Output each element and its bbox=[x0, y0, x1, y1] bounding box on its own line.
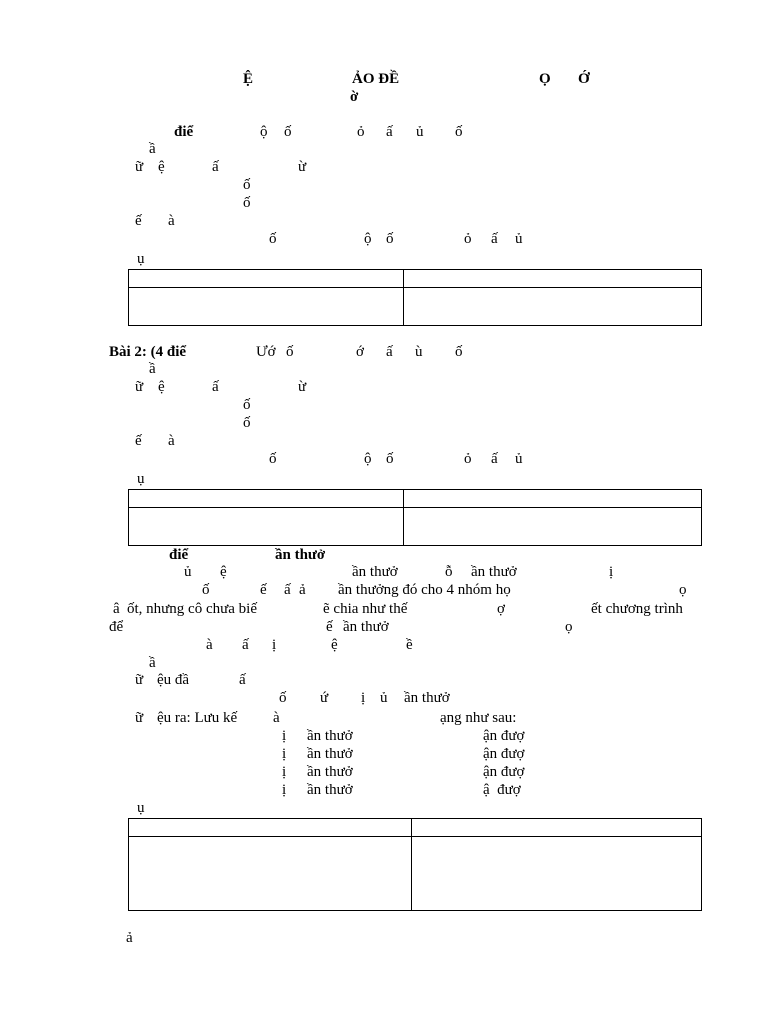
text-fragment: ố bbox=[286, 344, 294, 360]
text-fragment: à bbox=[168, 213, 175, 229]
text-fragment: ỏ bbox=[464, 451, 472, 467]
text-fragment: ề bbox=[406, 637, 413, 653]
text-fragment: ẽ chia như thế bbox=[323, 601, 408, 617]
title-fragment: ờ bbox=[350, 89, 359, 105]
table-cell bbox=[129, 819, 412, 837]
problem2-heading: Bài 2: (4 điể bbox=[109, 344, 187, 360]
text-fragment: ố bbox=[455, 124, 463, 140]
table-cell bbox=[129, 837, 412, 911]
text-fragment: ấ bbox=[386, 344, 393, 360]
title-fragment: Ệ bbox=[243, 71, 254, 87]
text-fragment: à bbox=[273, 710, 280, 726]
text-fragment: ỏ bbox=[357, 124, 365, 140]
text-fragment: ế bbox=[135, 213, 142, 229]
text-fragment: ần thưởng đó cho 4 nhóm họ bbox=[338, 582, 511, 598]
text-fragment: ố bbox=[284, 124, 292, 140]
text-fragment: ố bbox=[269, 451, 277, 467]
text-fragment: để bbox=[109, 619, 124, 635]
text-fragment: ố bbox=[243, 415, 251, 431]
text-fragment: ế bbox=[135, 433, 142, 449]
output-label: ữ bbox=[135, 710, 144, 726]
text-fragment: ệ bbox=[220, 564, 227, 580]
text-fragment: ấ bbox=[239, 672, 246, 688]
text-fragment: ù bbox=[415, 344, 423, 360]
text-fragment: ủ bbox=[416, 124, 424, 140]
text-fragment: ủ bbox=[515, 231, 523, 247]
output-row-fragment: ị bbox=[282, 782, 287, 798]
text-fragment: ết chương trình bbox=[591, 601, 683, 617]
text-fragment: ủ bbox=[515, 451, 523, 467]
title-fragment: Ọ bbox=[539, 71, 551, 87]
text-fragment: ố bbox=[243, 177, 251, 193]
input-label: ữ bbox=[135, 672, 144, 688]
text-fragment: ần thưở bbox=[352, 564, 398, 580]
text-fragment: ọ bbox=[679, 582, 687, 598]
output-label: ệu ra: Lưu kế bbox=[157, 710, 238, 726]
text-fragment: ớ bbox=[356, 344, 364, 360]
text-fragment: ố bbox=[455, 344, 463, 360]
text-fragment: ừ bbox=[298, 379, 307, 395]
output-row-fragment: ậ đượ bbox=[483, 782, 521, 798]
text-fragment: ị bbox=[272, 637, 277, 653]
text-fragment: ạng như sau: bbox=[440, 710, 517, 726]
text-fragment: ấ bbox=[212, 379, 219, 395]
output-row-fragment: ận đượ bbox=[483, 764, 525, 780]
text-fragment: ấ bbox=[491, 451, 498, 467]
problem3-heading: ần thưở bbox=[275, 547, 326, 563]
text-fragment: ụ bbox=[137, 251, 145, 267]
text-fragment: ụ bbox=[137, 471, 145, 487]
output-row-fragment: ị bbox=[282, 728, 287, 744]
text-fragment: ấ bbox=[212, 159, 219, 175]
text-fragment: ị bbox=[609, 564, 614, 580]
problem1-heading: điể bbox=[174, 124, 194, 140]
output-row-fragment: ận đượ bbox=[483, 746, 525, 762]
text-fragment: ị bbox=[361, 690, 366, 706]
text-fragment: ọ bbox=[565, 619, 573, 635]
text-fragment: ỏ bbox=[464, 231, 472, 247]
input-label: ệu đầ bbox=[157, 672, 190, 688]
footer-text: ả bbox=[126, 930, 133, 946]
text-fragment: à bbox=[168, 433, 175, 449]
example-table-3 bbox=[128, 818, 702, 911]
table-cell bbox=[412, 837, 702, 911]
table-cell bbox=[404, 270, 702, 288]
table-cell bbox=[129, 288, 404, 326]
text-fragment: ốt, nhưng cô chưa biế bbox=[127, 601, 257, 617]
text-fragment: ố bbox=[243, 195, 251, 211]
text-fragment: ợ bbox=[497, 601, 505, 617]
text-fragment: à bbox=[206, 637, 213, 653]
table-cell bbox=[129, 270, 404, 288]
text-fragment: ủ bbox=[184, 564, 192, 580]
text-fragment: ả bbox=[299, 582, 306, 598]
text-fragment: ấ bbox=[242, 637, 249, 653]
text-fragment: ế bbox=[326, 619, 333, 635]
text-fragment: ố bbox=[386, 231, 394, 247]
text-fragment: ấ bbox=[386, 124, 393, 140]
text-fragment: ần thưở bbox=[404, 690, 450, 706]
text-fragment: ầ bbox=[149, 655, 156, 671]
text-fragment: ầ bbox=[149, 141, 156, 157]
output-row-fragment: ận đượ bbox=[483, 728, 525, 744]
text-fragment: ấ bbox=[491, 231, 498, 247]
text-fragment: ố bbox=[279, 690, 287, 706]
output-row-fragment: ần thưở bbox=[307, 782, 353, 798]
text-fragment: ữ bbox=[135, 159, 144, 175]
title-fragment: Ớ bbox=[578, 71, 590, 87]
text-fragment: ệ bbox=[331, 637, 338, 653]
text-fragment: ần thưở bbox=[471, 564, 517, 580]
output-row-fragment: ần thưở bbox=[307, 746, 353, 762]
output-row-fragment: ần thưở bbox=[307, 728, 353, 744]
title-fragment: ẢO ĐỀ bbox=[352, 71, 400, 87]
text-fragment: ầ bbox=[149, 361, 156, 377]
output-row-fragment: ị bbox=[282, 746, 287, 762]
text-fragment: Ướ bbox=[256, 344, 276, 360]
example-table-2 bbox=[128, 489, 702, 546]
table-cell bbox=[129, 490, 404, 508]
text-fragment: ỗ bbox=[445, 564, 453, 580]
text-fragment: ệ bbox=[158, 379, 165, 395]
text-fragment: ủ bbox=[380, 690, 388, 706]
text-fragment: ế bbox=[260, 582, 267, 598]
problem3-heading: điể bbox=[169, 547, 189, 563]
text-fragment: ộ bbox=[260, 124, 268, 140]
text-fragment: ố bbox=[386, 451, 394, 467]
text-fragment: ữ bbox=[135, 379, 144, 395]
table-cell bbox=[129, 508, 404, 546]
text-fragment: â bbox=[113, 601, 120, 617]
text-fragment: ụ bbox=[137, 800, 145, 816]
output-row-fragment: ị bbox=[282, 764, 287, 780]
example-table-1 bbox=[128, 269, 702, 326]
text-fragment: ần thưở bbox=[343, 619, 389, 635]
table-cell bbox=[404, 490, 702, 508]
text-fragment: ấ bbox=[284, 582, 291, 598]
table-cell bbox=[412, 819, 702, 837]
output-row-fragment: ần thưở bbox=[307, 764, 353, 780]
text-fragment: ộ bbox=[364, 451, 372, 467]
text-fragment: ố bbox=[202, 582, 210, 598]
text-fragment: ộ bbox=[364, 231, 372, 247]
table-cell bbox=[404, 288, 702, 326]
text-fragment: ố bbox=[243, 397, 251, 413]
text-fragment: ừ bbox=[298, 159, 307, 175]
text-fragment: ứ bbox=[320, 690, 329, 706]
text-fragment: ệ bbox=[158, 159, 165, 175]
table-cell bbox=[404, 508, 702, 546]
text-fragment: ố bbox=[269, 231, 277, 247]
